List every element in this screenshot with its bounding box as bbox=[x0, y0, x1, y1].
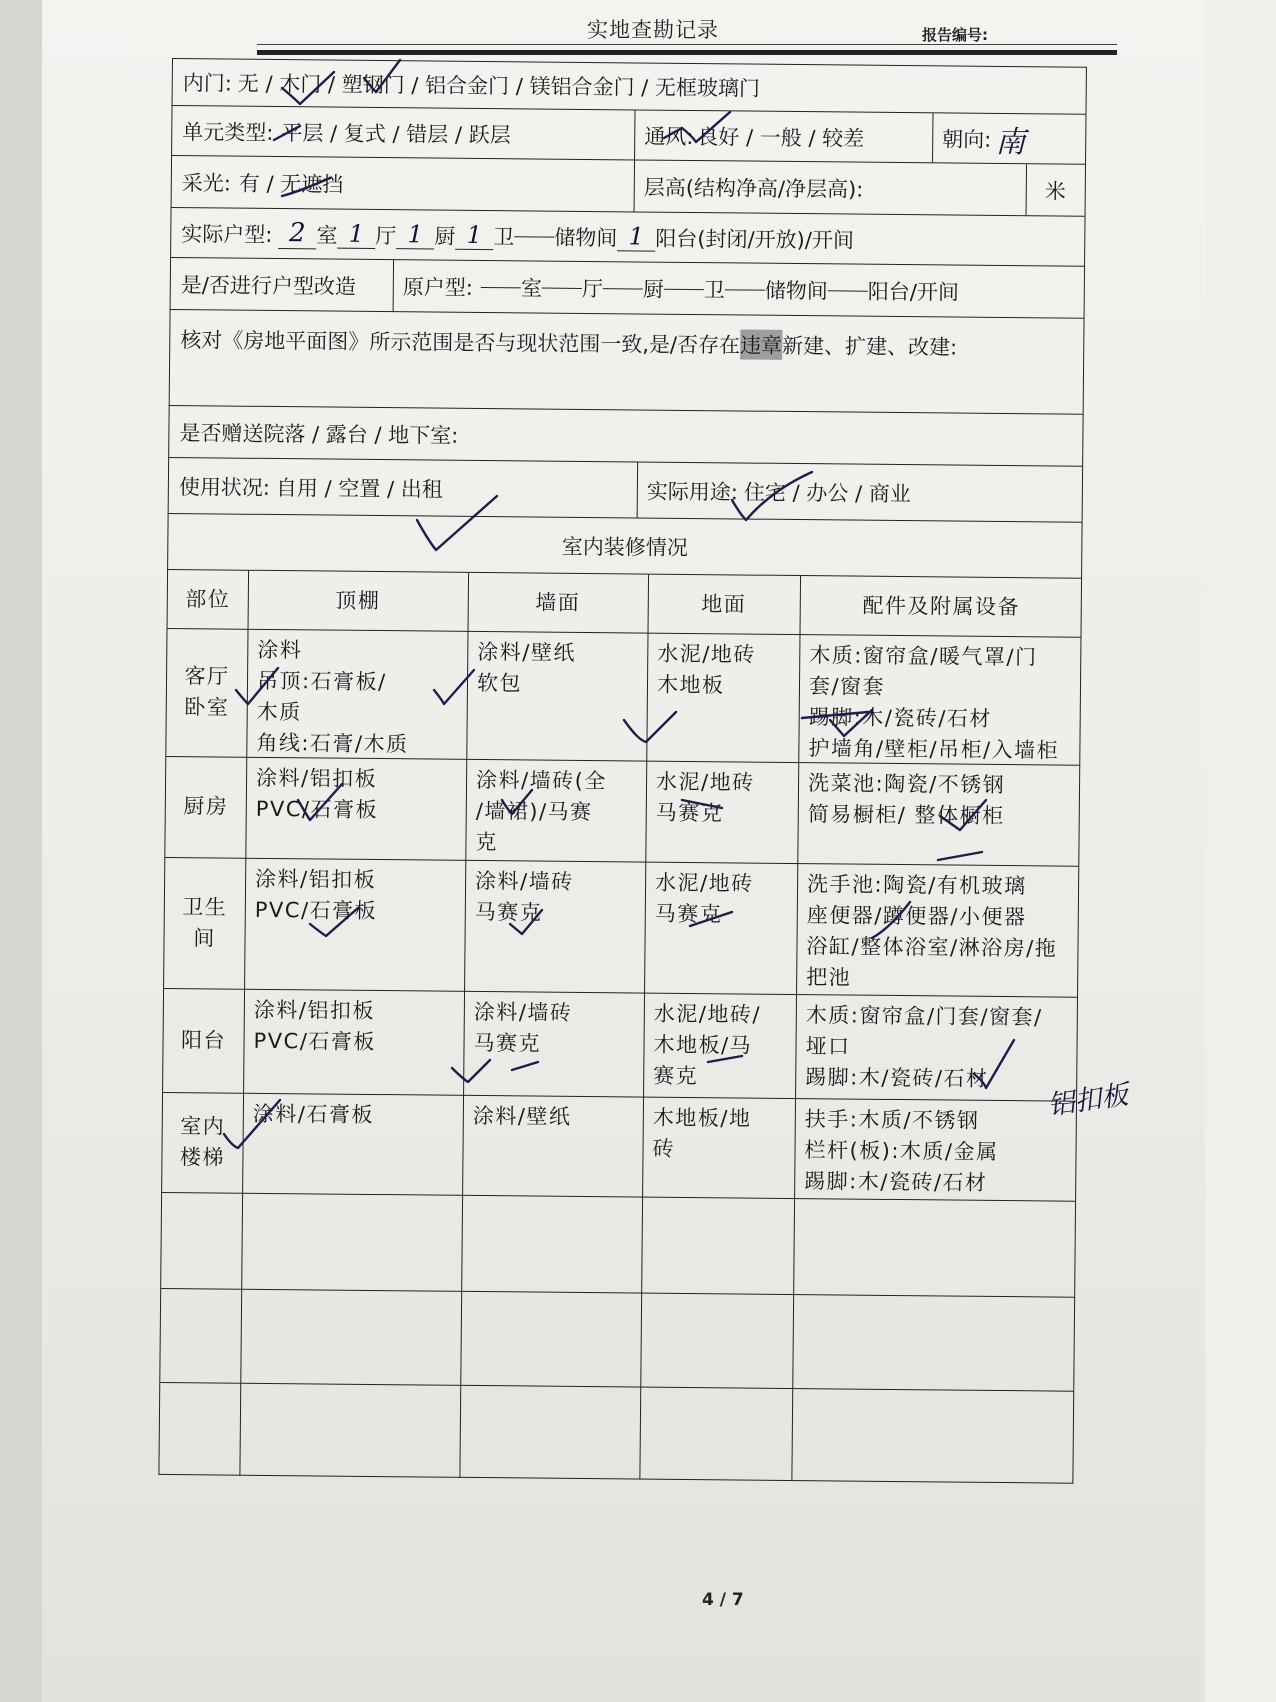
blank bbox=[725, 288, 765, 290]
blank bbox=[481, 285, 521, 287]
storage-unit: 储物间 bbox=[554, 225, 618, 250]
wall-kitchen: 涂料/墙砖(全 /墙裙)/马赛 克 bbox=[475, 767, 607, 855]
violation-highlight: 违章 bbox=[740, 329, 782, 359]
decoration-title: 室内装修情况 bbox=[561, 534, 688, 560]
part-kitchen: 厨房 bbox=[183, 794, 229, 819]
ceiling-stairs: 涂料/石膏板 bbox=[252, 1101, 375, 1127]
ceiling-bathroom: 涂料/铝扣板 PVC/石膏板 bbox=[254, 866, 378, 924]
baths-value: 1 bbox=[455, 221, 493, 250]
floor-kitchen: 水泥/地砖 马赛克 bbox=[655, 769, 755, 826]
decoration-table bbox=[158, 570, 1082, 1484]
unit-type-options: 平层 / 复式 / 错层 / 跃层 bbox=[281, 120, 511, 147]
plan-check-cell bbox=[170, 310, 1084, 414]
inner-door-options: 无 / 木门 / 塑钢门 / 铝合金门 / 镁铝合金门 / 无框玻璃门 bbox=[237, 71, 761, 101]
blank bbox=[664, 287, 704, 289]
blank bbox=[542, 286, 582, 288]
blank bbox=[828, 289, 868, 291]
usage-status-label: 使用状况: bbox=[178, 474, 271, 500]
orig-kitchen-unit: 厨 bbox=[642, 277, 664, 302]
floor-bathroom: 水泥/地砖 马赛克 bbox=[654, 870, 754, 927]
orig-balcony-unit: 阳台/开间 bbox=[867, 279, 960, 305]
ceiling-living: 涂料 吊顶:石膏板/ 木质 角线:石膏/木质 bbox=[256, 637, 409, 757]
document-title: 实地查勘记录 bbox=[587, 18, 719, 42]
usage-status-options: 自用 / 空置 / 出租 bbox=[275, 475, 443, 502]
lighting-options: 有 / 无遮挡 bbox=[238, 171, 344, 197]
renovation-label: 是/否进行户型改造 bbox=[180, 272, 357, 299]
plan-check-row bbox=[169, 310, 1085, 415]
grid-line bbox=[160, 1382, 1073, 1392]
fittings-kitchen: 洗菜池:陶瓷/不锈钢 简易橱柜/ 整体橱柜 bbox=[807, 771, 1006, 829]
inner-door-row bbox=[172, 58, 1087, 115]
wall-balcony: 涂料/墙砖 马赛克 bbox=[473, 999, 573, 1056]
inner-door-cell bbox=[173, 59, 1086, 114]
original-layout-cell bbox=[393, 260, 1084, 318]
header-floor: 地面 bbox=[701, 591, 747, 617]
wall-bathroom: 涂料/墙砖 马赛克 bbox=[474, 868, 574, 925]
gift-row bbox=[168, 406, 1083, 467]
unit-type-row bbox=[171, 106, 1086, 165]
document-page bbox=[42, 0, 1222, 1702]
fittings-stairs: 扶手:木质/不锈钢 栏杆(板):木质/金属 踢脚:木/瓷砖/石材 bbox=[804, 1107, 999, 1195]
ceiling-balcony: 涂料/铝扣板 PVC/石膏板 bbox=[253, 997, 376, 1055]
balconies-value: 1 bbox=[617, 222, 655, 251]
next-page-edge bbox=[1205, 0, 1276, 1702]
orientation-label: 朝向: bbox=[942, 126, 992, 152]
wall-stairs: 涂料/壁纸 bbox=[472, 1103, 572, 1129]
orig-room-unit: 室 bbox=[520, 275, 543, 301]
orig-bath-unit: 卫 bbox=[703, 277, 725, 302]
floor-height-label: 层高(结构净高/净层高): bbox=[643, 175, 864, 202]
actual-layout-row bbox=[170, 208, 1085, 267]
actual-layout-label: 实际户型: bbox=[181, 221, 273, 247]
floor-height-unit-cell bbox=[1026, 164, 1085, 216]
title-rule-thin bbox=[257, 44, 1117, 45]
floor-height-unit: 米 bbox=[1044, 178, 1066, 204]
balcony-unit: 阳台(封闭/开放)/开间 bbox=[655, 226, 855, 253]
lighting-label: 采光: bbox=[181, 170, 231, 196]
fittings-balcony: 木质:窗帘盒/门套/窗套/ 垭口 踢脚:木/瓷砖/石材 bbox=[805, 1003, 1043, 1091]
handwritten-note: 铝扣板 bbox=[1045, 1079, 1131, 1122]
lighting-row bbox=[171, 156, 1086, 217]
kitchen-unit: 厨 bbox=[434, 224, 456, 249]
wall-living: 涂料/壁纸 软包 bbox=[476, 639, 577, 696]
lighting-cell bbox=[172, 156, 634, 211]
ceiling-kitchen: 涂料/铝扣板 PVC/石膏板 bbox=[255, 765, 379, 823]
grid-line bbox=[161, 1288, 1074, 1298]
part-bathroom: 卫生间 bbox=[182, 894, 228, 950]
kitchens-value: 1 bbox=[396, 220, 434, 249]
usage-status-cell bbox=[169, 458, 638, 517]
unit-type-cell bbox=[172, 106, 634, 159]
gift-label: 是否赠送院落 / 露台 / 地下室: bbox=[179, 420, 459, 448]
decoration-title-row bbox=[167, 514, 1082, 579]
decoration-title-cell bbox=[168, 514, 1081, 578]
hall-unit: 厅 bbox=[375, 223, 397, 248]
report-number-label: 报告编号: bbox=[922, 26, 988, 44]
gift-cell bbox=[169, 406, 1082, 466]
page-number: 4 / 7 bbox=[702, 1590, 744, 1610]
actual-use-cell bbox=[637, 462, 1083, 521]
orig-hall-unit: 厅 bbox=[581, 276, 603, 301]
ventilation-options: 良好 / 一般 / 较差 bbox=[697, 124, 865, 151]
blank bbox=[603, 287, 643, 289]
fittings-living: 木质:窗帘盒/暖气罩/门 套/窗套 踢脚:木/瓷砖/石材 护墙角/壁柜/吊柜/入墙柜 bbox=[808, 643, 1060, 763]
title-rule-thick bbox=[257, 50, 1117, 55]
floor-balcony: 水泥/地砖/ 木地板/马 赛克 bbox=[653, 1001, 762, 1089]
header-part: 部位 bbox=[185, 586, 231, 612]
actual-use-options: 住宅 / 办公 / 商业 bbox=[743, 480, 911, 506]
plan-check-text: 核对《房地平面图》所示范围是否与现状范围一致,是/否存在 bbox=[180, 328, 741, 358]
header-wall: 墙面 bbox=[535, 590, 581, 615]
orig-storage-unit: 储物间 bbox=[764, 278, 828, 303]
unit-type-label: 单元类型: bbox=[182, 119, 274, 145]
survey-form bbox=[158, 58, 1087, 1484]
header-ceiling: 顶棚 bbox=[335, 588, 381, 613]
ventilation-label: 通风: bbox=[644, 124, 694, 149]
orientation-value: 南 bbox=[995, 124, 1026, 160]
usage-row bbox=[168, 458, 1083, 523]
orientation-cell bbox=[932, 113, 1085, 163]
renovation-row bbox=[170, 258, 1085, 319]
ventilation-cell bbox=[634, 110, 932, 162]
original-layout-label: 原户型: bbox=[402, 274, 474, 300]
storage-blank bbox=[514, 235, 554, 237]
part-stairs: 室内楼梯 bbox=[179, 1114, 226, 1170]
actual-use-label: 实际用途: bbox=[646, 479, 739, 504]
part-living-bedroom: 客厅卧室 bbox=[184, 664, 230, 720]
halls-value: 1 bbox=[337, 220, 375, 249]
floor-living: 水泥/地砖 木地板 bbox=[656, 641, 756, 698]
inner-door-label: 内门: bbox=[182, 71, 232, 96]
room-unit: 室 bbox=[316, 222, 338, 248]
floor-stairs: 木地板/地 砖 bbox=[652, 1105, 752, 1161]
part-balcony: 阳台 bbox=[180, 1027, 227, 1053]
floor-height-cell bbox=[634, 160, 1026, 215]
renovation-cell bbox=[171, 258, 393, 311]
fittings-bathroom: 洗手池:陶瓷/有机玻璃 座便器/蹲便器/小便器 浴缸/整体浴室/淋浴房/拖 把池 bbox=[806, 872, 1058, 990]
header-fittings: 配件及附属设备 bbox=[862, 593, 1021, 619]
actual-layout-cell bbox=[171, 208, 1084, 266]
rooms-value: 2 bbox=[278, 218, 316, 249]
bath-unit: 卫 bbox=[493, 224, 515, 249]
plan-check-text-end: 新建、扩建、改建: bbox=[781, 333, 958, 360]
